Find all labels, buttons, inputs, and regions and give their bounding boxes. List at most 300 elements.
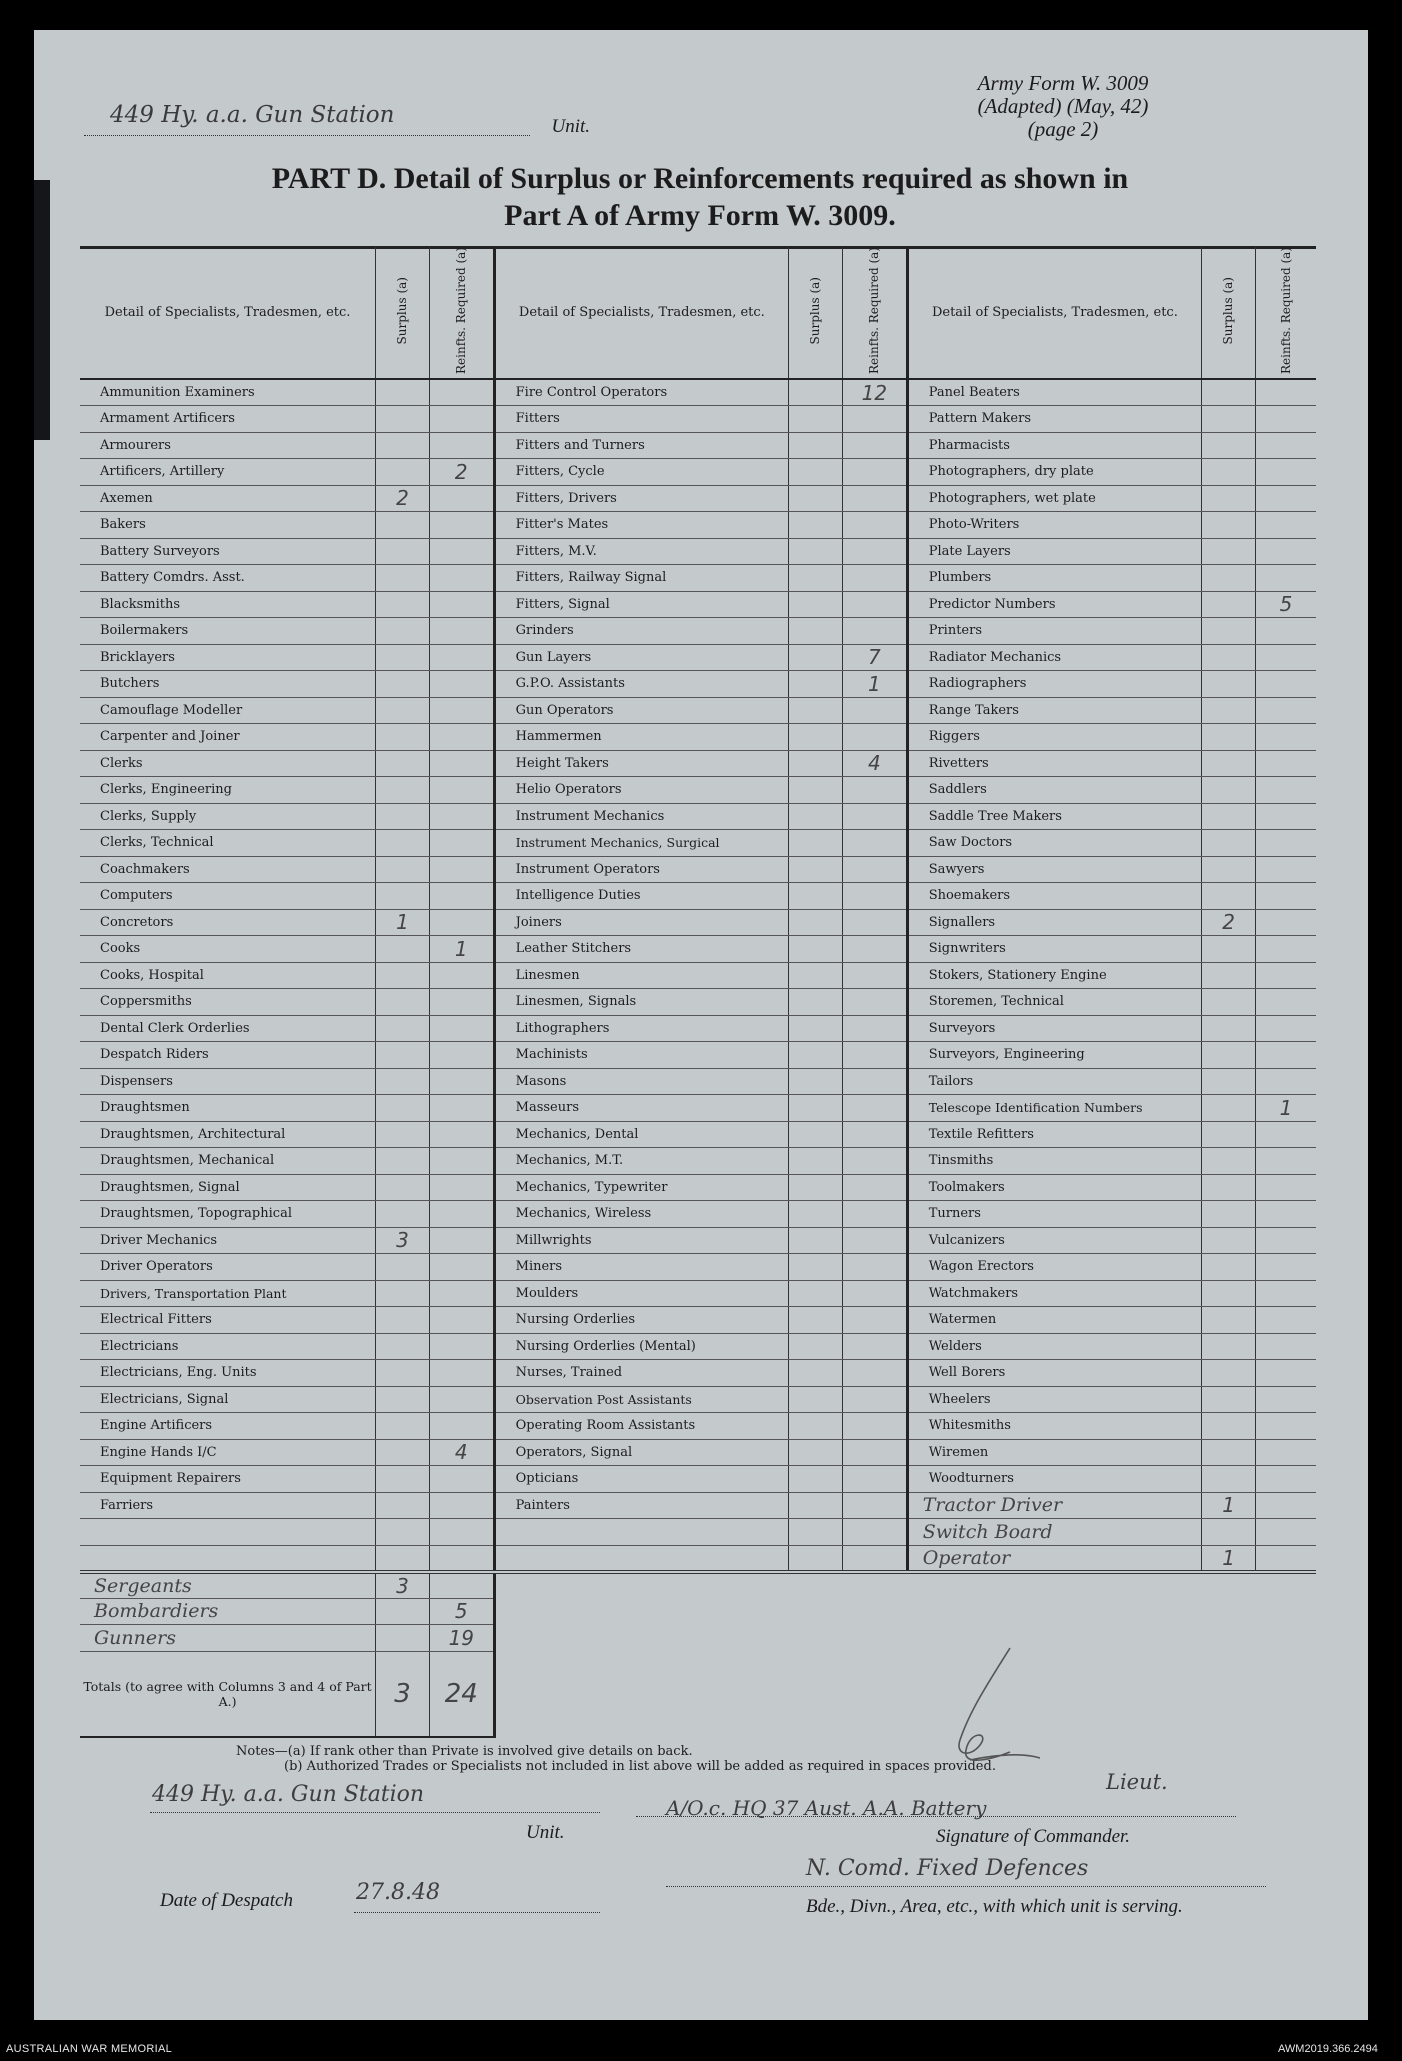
specialist-name: Armament Artificers: [80, 406, 376, 433]
specialist-name: Intelligence Duties: [494, 883, 788, 910]
surplus-value: [376, 591, 430, 618]
table-body: [80, 379, 1316, 1737]
specialist-name: Battery Comdrs. Asst.: [80, 565, 376, 592]
totals-surplus: 3: [376, 1651, 430, 1737]
reinfts-value: [429, 1254, 494, 1281]
reinfts-value: 4: [843, 750, 908, 777]
surplus-value: [789, 1492, 843, 1519]
surplus-value: [376, 724, 430, 751]
surplus-value: [789, 697, 843, 724]
header-detail: Detail of Specialists, Tradesmen, etc.: [907, 247, 1201, 379]
commander-rank-handwritten: Lieut.: [1106, 1770, 1168, 1794]
surplus-value: [789, 750, 843, 777]
specialist-name: Tractor Driver: [907, 1492, 1201, 1519]
specialist-name: Instrument Mechanics, Surgical: [494, 830, 788, 857]
table-row: [80, 406, 1316, 433]
surplus-value: 1: [1202, 1492, 1256, 1519]
reinfts-value: [1256, 1174, 1316, 1201]
reinfts-value: [1256, 1148, 1316, 1175]
specialist-name: Operator: [907, 1545, 1201, 1572]
surplus-value: [376, 1280, 430, 1307]
reinfts-value: [843, 618, 908, 645]
surplus-value: [789, 1466, 843, 1493]
specialist-name: G.P.O. Assistants: [494, 671, 788, 698]
surplus-value: [376, 1333, 430, 1360]
surplus-value: [789, 1015, 843, 1042]
reinfts-value: [843, 777, 908, 804]
reinfts-value: 1: [1256, 1095, 1316, 1122]
reinfts-value: [843, 1413, 908, 1440]
specialist-name: Pharmacists: [907, 432, 1201, 459]
reinfts-value: [429, 432, 494, 459]
surplus-value: [1202, 1095, 1256, 1122]
rank-name: Bombardiers: [80, 1598, 376, 1625]
specialist-name: Panel Beaters: [907, 379, 1201, 406]
reinfts-value: [1256, 1201, 1316, 1228]
reinfts-value: [429, 1015, 494, 1042]
specialist-name: Clerks, Engineering: [80, 777, 376, 804]
specialist-name: Armourers: [80, 432, 376, 459]
surplus-value: [376, 1439, 430, 1466]
specialist-name: Coppersmiths: [80, 989, 376, 1016]
surplus-value: [789, 1519, 843, 1546]
reinfts-value: [843, 1386, 908, 1413]
specialist-name: Well Borers: [907, 1360, 1201, 1387]
reinfts-value: [429, 962, 494, 989]
surplus-value: [789, 1095, 843, 1122]
specialist-name: Battery Surveyors: [80, 538, 376, 565]
specialist-name: Drivers, Transportation Plant: [80, 1280, 376, 1307]
reinfts-value: [1256, 538, 1316, 565]
reinfts-value: [429, 909, 494, 936]
surplus-value: [1202, 1227, 1256, 1254]
reinfts-value: [843, 1466, 908, 1493]
specialist-name: Miners: [494, 1254, 788, 1281]
specialist-name: Woodturners: [907, 1466, 1201, 1493]
reinfts-value: [429, 1572, 494, 1599]
surplus-value: [789, 1333, 843, 1360]
surplus-value: [376, 1492, 430, 1519]
surplus-value: [376, 777, 430, 804]
totals-label: Totals (to agree with Columns 3 and 4 of Part A.): [80, 1651, 376, 1737]
surplus-value: [1202, 962, 1256, 989]
table-row: [80, 1254, 1316, 1281]
despatch-handwritten: 27.8.48: [356, 1880, 440, 1905]
surplus-value: [376, 697, 430, 724]
surplus-value: [789, 777, 843, 804]
surplus-value: [789, 538, 843, 565]
specialist-name: Fitters, Signal: [494, 591, 788, 618]
specialist-name: Signwriters: [907, 936, 1201, 963]
form-number: Army Form W. 3009: [977, 71, 1149, 95]
reinfts-value: [843, 1015, 908, 1042]
table-row: [80, 750, 1316, 777]
surplus-value: [789, 1360, 843, 1387]
reinfts-value: [1256, 565, 1316, 592]
reinfts-value: [1256, 909, 1316, 936]
surplus-value: [376, 1466, 430, 1493]
surplus-value: [789, 432, 843, 459]
surplus-value: [789, 565, 843, 592]
table-row: [80, 1545, 1316, 1572]
reinfts-value: [1256, 989, 1316, 1016]
specialist-name: Radiographers: [907, 671, 1201, 698]
specialist-name: [494, 1519, 788, 1546]
surplus-value: [376, 538, 430, 565]
reinfts-value: [429, 538, 494, 565]
surplus-value: [1202, 618, 1256, 645]
reinfts-value: [1256, 671, 1316, 698]
reinfts-value: [843, 724, 908, 751]
table-row: [80, 379, 1316, 406]
surplus-value: [1202, 1280, 1256, 1307]
bde-field: [666, 1856, 1286, 1926]
totals-row: [80, 1651, 1316, 1737]
reinfts-value: [843, 1254, 908, 1281]
surplus-value: [789, 1386, 843, 1413]
surplus-value: [1202, 1413, 1256, 1440]
surplus-value: [1202, 1519, 1256, 1546]
despatch-field: [160, 1880, 600, 1920]
specialist-name: Mechanics, Typewriter: [494, 1174, 788, 1201]
specialist-name: Predictor Numbers: [907, 591, 1201, 618]
reinfts-value: [1256, 830, 1316, 857]
reinfts-value: [429, 1068, 494, 1095]
surplus-value: [376, 1174, 430, 1201]
specialist-name: Photographers, wet plate: [907, 485, 1201, 512]
note-a: Notes—(a) If rank other than Private is involved give details on back.: [236, 1744, 693, 1759]
reinfts-value: [843, 856, 908, 883]
specialist-name: Surveyors: [907, 1015, 1201, 1042]
reinfts-value: [843, 989, 908, 1016]
specialist-name: Clerks, Supply: [80, 803, 376, 830]
surplus-value: [1202, 644, 1256, 671]
surplus-value: [1202, 591, 1256, 618]
specialist-name: Telescope Identification Numbers: [907, 1095, 1201, 1122]
specialist-name: [494, 1545, 788, 1572]
reinfts-value: [843, 1333, 908, 1360]
specialist-name: Driver Operators: [80, 1254, 376, 1281]
surplus-value: 1: [376, 909, 430, 936]
surplus-value: [1202, 856, 1256, 883]
commander-field: [636, 1770, 1256, 1854]
table-row: [80, 777, 1316, 804]
reinfts-value: [1256, 1360, 1316, 1387]
specialist-name: Linesmen: [494, 962, 788, 989]
surplus-value: [1202, 1386, 1256, 1413]
reinfts-value: [429, 1095, 494, 1122]
header-reinfts: Reinfts. Required (a): [1256, 247, 1316, 379]
watermark-left: AUSTRALIAN WAR MEMORIAL: [6, 2043, 173, 2055]
unit-field-bottom: [150, 1782, 600, 1852]
reinfts-value: [843, 1121, 908, 1148]
reinfts-value: [843, 406, 908, 433]
totals-reinfts: 24: [429, 1651, 494, 1737]
header-surplus: Surplus (a): [376, 247, 430, 379]
specialist-name: Nursing Orderlies: [494, 1307, 788, 1334]
reinfts-value: [1256, 1413, 1316, 1440]
surplus-value: [376, 1545, 430, 1572]
table-row: [80, 697, 1316, 724]
rank-row: [80, 1598, 1316, 1625]
table-row: [80, 1360, 1316, 1387]
reinfts-value: 4: [429, 1439, 494, 1466]
bde-handwritten: N. Comd. Fixed Defences: [806, 1856, 1089, 1881]
specialist-name: Masons: [494, 1068, 788, 1095]
reinfts-value: [429, 883, 494, 910]
surplus-value: [376, 1015, 430, 1042]
specialist-name: Mechanics, Dental: [494, 1121, 788, 1148]
specialist-name: Gun Operators: [494, 697, 788, 724]
specialist-name: Shoemakers: [907, 883, 1201, 910]
reinfts-value: [843, 1148, 908, 1175]
reinfts-value: [429, 1333, 494, 1360]
surplus-value: [789, 1068, 843, 1095]
table-header-row: [80, 247, 1316, 379]
table-row: [80, 1015, 1316, 1042]
reinfts-value: [429, 1492, 494, 1519]
surplus-value: [789, 936, 843, 963]
table-row: [80, 565, 1316, 592]
reinfts-value: [1256, 697, 1316, 724]
specialist-name: Dispensers: [80, 1068, 376, 1095]
specialist-name: Despatch Riders: [80, 1042, 376, 1069]
surplus-value: [376, 1625, 430, 1652]
form-reference: [928, 72, 1198, 141]
reinfts-value: [429, 1280, 494, 1307]
specialist-name: Ammunition Examiners: [80, 379, 376, 406]
surplus-value: [376, 1307, 430, 1334]
surplus-value: [789, 909, 843, 936]
surplus-value: [376, 1095, 430, 1122]
surplus-value: [376, 750, 430, 777]
surplus-value: [789, 1227, 843, 1254]
surplus-value: [789, 644, 843, 671]
reinfts-value: [429, 1307, 494, 1334]
surplus-value: [1202, 379, 1256, 406]
surplus-value: [376, 512, 430, 539]
table-row: [80, 1201, 1316, 1228]
reinfts-value: 5: [1256, 591, 1316, 618]
specialist-name: Saddlers: [907, 777, 1201, 804]
unit-label: Unit.: [551, 116, 590, 137]
table-row: [80, 1227, 1316, 1254]
form-page: (page 2): [1027, 117, 1099, 141]
reinfts-value: [843, 1068, 908, 1095]
reinfts-value: [429, 406, 494, 433]
table-row: [80, 962, 1316, 989]
reinfts-value: [843, 1360, 908, 1387]
reinfts-value: [429, 1466, 494, 1493]
header-reinfts: Reinfts. Required (a): [843, 247, 908, 379]
reinfts-value: 1: [429, 936, 494, 963]
reinfts-value: [843, 538, 908, 565]
reinfts-value: [843, 1280, 908, 1307]
surplus-value: [1202, 406, 1256, 433]
reinfts-value: [429, 777, 494, 804]
header-detail: Detail of Specialists, Tradesmen, etc.: [494, 247, 788, 379]
surplus-value: [376, 803, 430, 830]
reinfts-value: [1256, 777, 1316, 804]
reinfts-value: [843, 1095, 908, 1122]
reinfts-value: [1256, 1386, 1316, 1413]
specialist-name: Machinists: [494, 1042, 788, 1069]
surplus-value: [376, 379, 430, 406]
reinfts-value: [843, 1519, 908, 1546]
surplus-value: [789, 671, 843, 698]
specialist-name: Welders: [907, 1333, 1201, 1360]
reinfts-value: [1256, 936, 1316, 963]
reinfts-value: [429, 618, 494, 645]
specialist-name: Signallers: [907, 909, 1201, 936]
table-row: [80, 1519, 1316, 1546]
specialist-name: Tailors: [907, 1068, 1201, 1095]
reinfts-value: [1256, 724, 1316, 751]
reinfts-value: [429, 1174, 494, 1201]
title-line-2: Part A of Army Form W. 3009.: [504, 199, 896, 232]
surplus-value: [789, 1280, 843, 1307]
empty-cell: [494, 1572, 1316, 1599]
reinfts-value: [1256, 1307, 1316, 1334]
surplus-value: 1: [1202, 1545, 1256, 1572]
specialist-name: Electrical Fitters: [80, 1307, 376, 1334]
specialist-name: Nurses, Trained: [494, 1360, 788, 1387]
surplus-value: [1202, 697, 1256, 724]
reinfts-value: 2: [429, 459, 494, 486]
surplus-value: [1202, 1068, 1256, 1095]
surplus-value: [376, 1413, 430, 1440]
specialist-name: Camouflage Modeller: [80, 697, 376, 724]
reinfts-value: [429, 1519, 494, 1546]
surplus-value: [789, 1148, 843, 1175]
table-row: [80, 909, 1316, 936]
reinfts-value: [429, 1227, 494, 1254]
surplus-value: [1202, 1121, 1256, 1148]
specialist-name: Equipment Repairers: [80, 1466, 376, 1493]
table-row: [80, 485, 1316, 512]
reinfts-value: [843, 591, 908, 618]
surplus-value: [1202, 538, 1256, 565]
specialist-name: Cooks, Hospital: [80, 962, 376, 989]
table-row: [80, 512, 1316, 539]
surplus-value: [789, 1201, 843, 1228]
specialist-name: Lithographers: [494, 1015, 788, 1042]
reinfts-value: [429, 697, 494, 724]
surplus-value: [1202, 803, 1256, 830]
surplus-value: [376, 565, 430, 592]
table-row: [80, 1413, 1316, 1440]
title-line-1: PART D. Detail of Surplus or Reinforcements required as shown in: [271, 162, 1129, 195]
specialist-name: Photo-Writers: [907, 512, 1201, 539]
specialist-name: Draughtsmen, Mechanical: [80, 1148, 376, 1175]
reinfts-value: [1256, 1519, 1316, 1546]
empty-cell: [494, 1598, 1316, 1625]
table-row: [80, 830, 1316, 857]
table-row: [80, 1386, 1316, 1413]
surplus-value: [376, 1121, 430, 1148]
reinfts-value: [429, 1386, 494, 1413]
specialist-name: Saddle Tree Makers: [907, 803, 1201, 830]
specialist-name: Plate Layers: [907, 538, 1201, 565]
specialist-name: Switch Board: [907, 1519, 1201, 1546]
specialist-name: Sawyers: [907, 856, 1201, 883]
surplus-value: [1202, 1015, 1256, 1042]
specialist-name: Butchers: [80, 671, 376, 698]
reinfts-value: [1256, 512, 1316, 539]
surplus-value: [376, 644, 430, 671]
specialist-name: Fitters, Cycle: [494, 459, 788, 486]
reinfts-value: [1256, 1015, 1316, 1042]
surplus-value: [789, 459, 843, 486]
surplus-value: [789, 1307, 843, 1334]
surplus-value: 2: [1202, 909, 1256, 936]
dotted-line: [636, 1816, 1236, 1817]
rank-name: Gunners: [80, 1625, 376, 1652]
unit-field-top: [80, 100, 600, 140]
specialist-name: [80, 1545, 376, 1572]
specialist-name: Draughtsmen: [80, 1095, 376, 1122]
surplus-value: [1202, 1174, 1256, 1201]
specialist-name: Bricklayers: [80, 644, 376, 671]
surplus-value: [1202, 1466, 1256, 1493]
note-b: (b) Authorized Trades or Specialists not included in list above will be added as required in spaces provided.: [284, 1759, 996, 1774]
reinfts-value: [843, 803, 908, 830]
binding-edge: [34, 180, 50, 440]
specialist-name: Linesmen, Signals: [494, 989, 788, 1016]
reinfts-value: [429, 512, 494, 539]
surplus-value: [1202, 777, 1256, 804]
surplus-value: [789, 856, 843, 883]
specialist-name: Plumbers: [907, 565, 1201, 592]
form-adapted: (Adapted) (May, 42): [977, 94, 1149, 118]
reinfts-value: [1256, 1466, 1316, 1493]
dotted-line: [150, 1812, 600, 1813]
specialist-name: Storemen, Technical: [907, 989, 1201, 1016]
specialist-name: Bakers: [80, 512, 376, 539]
header-surplus: Surplus (a): [789, 247, 843, 379]
specialists-grid: [80, 247, 1316, 1738]
reinfts-value: [1256, 1280, 1316, 1307]
surplus-value: [1202, 565, 1256, 592]
table-row: [80, 459, 1316, 486]
surplus-value: [789, 989, 843, 1016]
surplus-value: [789, 618, 843, 645]
reinfts-value: [429, 591, 494, 618]
header-detail: Detail of Specialists, Tradesmen, etc.: [80, 247, 376, 379]
specialist-name: Photographers, dry plate: [907, 459, 1201, 486]
table-row: [80, 1042, 1316, 1069]
reinfts-value: [429, 1201, 494, 1228]
reinfts-value: [429, 644, 494, 671]
surplus-value: [1202, 459, 1256, 486]
rank-name: Sergeants: [80, 1572, 376, 1599]
table-row: [80, 591, 1316, 618]
reinfts-value: [429, 671, 494, 698]
reinfts-value: [843, 512, 908, 539]
specialist-name: Range Takers: [907, 697, 1201, 724]
specialist-name: Nursing Orderlies (Mental): [494, 1333, 788, 1360]
reinfts-value: [429, 1042, 494, 1069]
specialist-name: Instrument Operators: [494, 856, 788, 883]
reinfts-value: [843, 936, 908, 963]
specialist-name: Fitters, M.V.: [494, 538, 788, 565]
surplus-value: [1202, 936, 1256, 963]
specialist-name: Carpenter and Joiner: [80, 724, 376, 751]
surplus-value: [1202, 883, 1256, 910]
surplus-value: [376, 406, 430, 433]
reinfts-value: [1256, 1492, 1316, 1519]
specialist-name: Fitter's Mates: [494, 512, 788, 539]
